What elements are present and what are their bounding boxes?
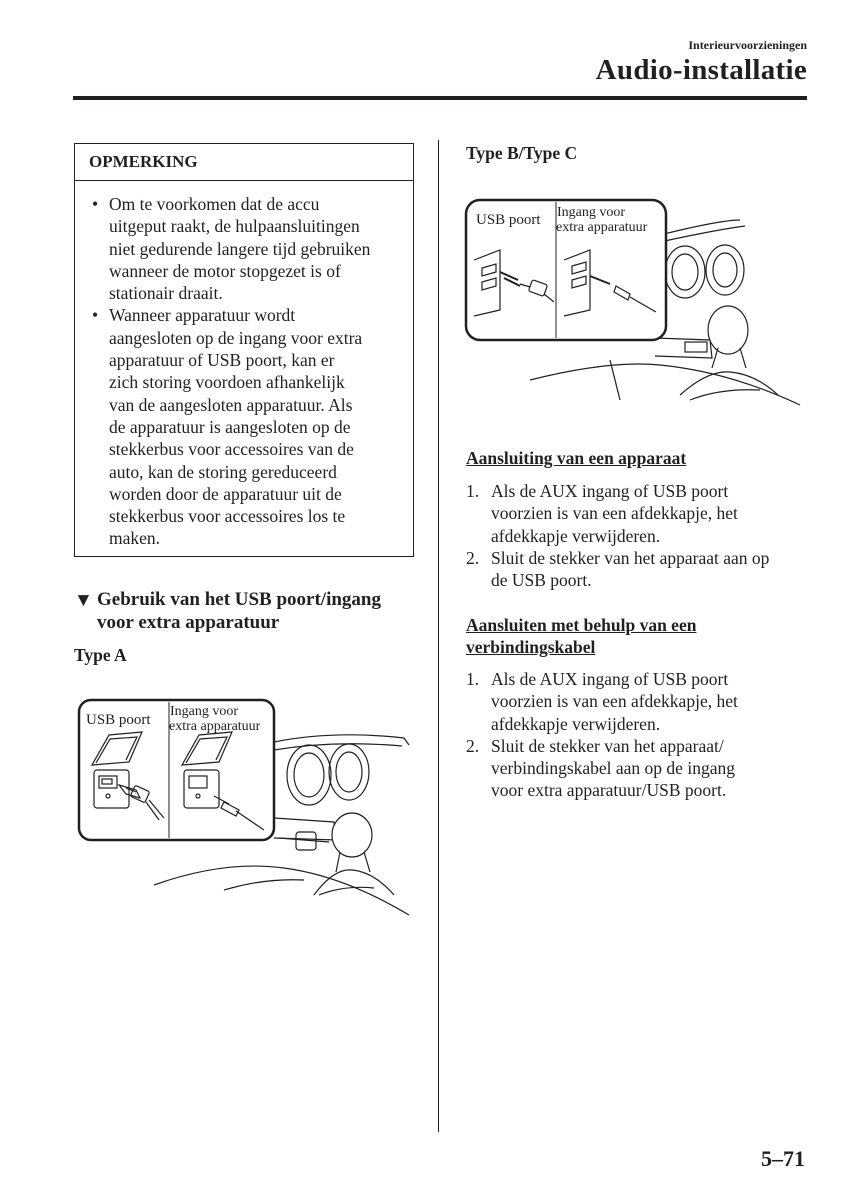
note-bullet <box>89 304 405 549</box>
note-line: worden door de apparatuur uit de <box>109 483 342 504</box>
type-bc-illustration <box>460 190 805 420</box>
step-line: de USB poort. <box>491 570 592 591</box>
step-number: 1. <box>466 481 480 501</box>
aux-input-callout-line2: extra apparatuur <box>556 220 648 235</box>
note-line: wanneer de motor stopgezet is of <box>109 260 341 281</box>
note-line: van de aangesloten apparatuur. Als <box>109 394 353 415</box>
connect-device-steps <box>466 480 769 591</box>
triangle-marker-icon: ▼ <box>74 590 93 611</box>
step-item <box>466 480 769 547</box>
step-number: 1. <box>466 669 480 689</box>
step-line: Sluit de stekker van het apparaat aan op <box>491 547 770 568</box>
note-line: stationair draait. <box>109 283 223 304</box>
step-item <box>466 668 738 735</box>
section-heading <box>74 588 381 634</box>
usb-port-callout: USB poort <box>476 212 541 228</box>
aux-input-callout-line1: Ingang voor <box>170 704 239 719</box>
step-number: 2. <box>466 547 480 568</box>
note-heading: OPMERKING <box>75 144 413 181</box>
step-item <box>466 547 769 592</box>
note-line: zich storing voordoen afhankelijk <box>109 372 345 393</box>
step-number: 2. <box>466 735 480 756</box>
subheading-line: Aansluiting van een apparaat <box>466 448 687 468</box>
bullet-marker: • <box>92 305 99 326</box>
step-line: voorzien is van een afdekkapje, het <box>491 503 738 524</box>
step-line: Als de AUX ingang of USB poort <box>491 669 729 689</box>
page-number: 5–71 <box>761 1146 805 1171</box>
note-body <box>75 181 413 550</box>
note-bullet <box>89 193 405 304</box>
usb-port-callout: USB poort <box>86 712 151 728</box>
note-line: stekkerbus voor accessoires los te <box>109 506 346 527</box>
section-heading-line: voor extra apparatuur <box>97 612 280 633</box>
note-line: apparatuur of USB poort, kan er <box>109 350 335 371</box>
column-divider <box>438 140 439 1132</box>
subheading-line: verbindingskabel <box>466 637 596 657</box>
subheading-line: Aansluiten met behulp van een <box>466 615 697 635</box>
note-box <box>74 143 414 557</box>
note-line: niet gedurende langere tijd gebruiken <box>109 238 371 259</box>
type-a-label: Type A <box>74 645 127 665</box>
bullet-marker: • <box>92 194 99 214</box>
aux-input-callout-line1: Ingang voor <box>557 205 626 220</box>
connect-device-heading <box>466 447 686 469</box>
connect-cable-heading <box>466 614 696 658</box>
section-heading-line: Gebruik van het USB poort/ingang <box>97 589 381 610</box>
note-line: stekkerbus voor accessoires van de <box>109 439 354 460</box>
step-line: afdekkapje verwijderen. <box>491 713 661 734</box>
connect-cable-steps <box>466 668 738 802</box>
aux-input-callout-line2: extra apparatuur <box>169 719 261 734</box>
step-line: Sluit de stekker van het apparaat/ <box>491 735 724 756</box>
note-line: uitgeput raakt, de hulpaansluitingen <box>109 216 360 237</box>
note-line: maken. <box>109 528 161 549</box>
step-line: voorzien is van een afdekkapje, het <box>491 691 738 712</box>
step-item <box>466 735 738 802</box>
step-line: afdekkapje verwijderen. <box>491 525 661 546</box>
header-rule <box>73 96 807 100</box>
step-line: voor extra apparatuur/USB poort. <box>491 780 727 801</box>
type-bc-label: Type B/Type C <box>466 143 578 163</box>
note-line: de apparatuur is aangesloten op de <box>109 416 351 437</box>
note-line: Wanneer apparatuur wordt <box>109 305 296 326</box>
page-title: Audio-installatie <box>595 54 807 86</box>
step-line: Als de AUX ingang of USB poort <box>491 481 729 501</box>
section-label: Interieurvoorzieningen <box>688 38 807 52</box>
type-a-illustration <box>74 690 414 920</box>
note-line: aangesloten op de ingang voor extra <box>109 327 363 348</box>
note-line: Om te voorkomen dat de accu <box>109 194 320 214</box>
step-line: verbindingskabel aan op de ingang <box>491 758 735 779</box>
note-line: auto, kan de storing gereduceerd <box>109 461 337 482</box>
